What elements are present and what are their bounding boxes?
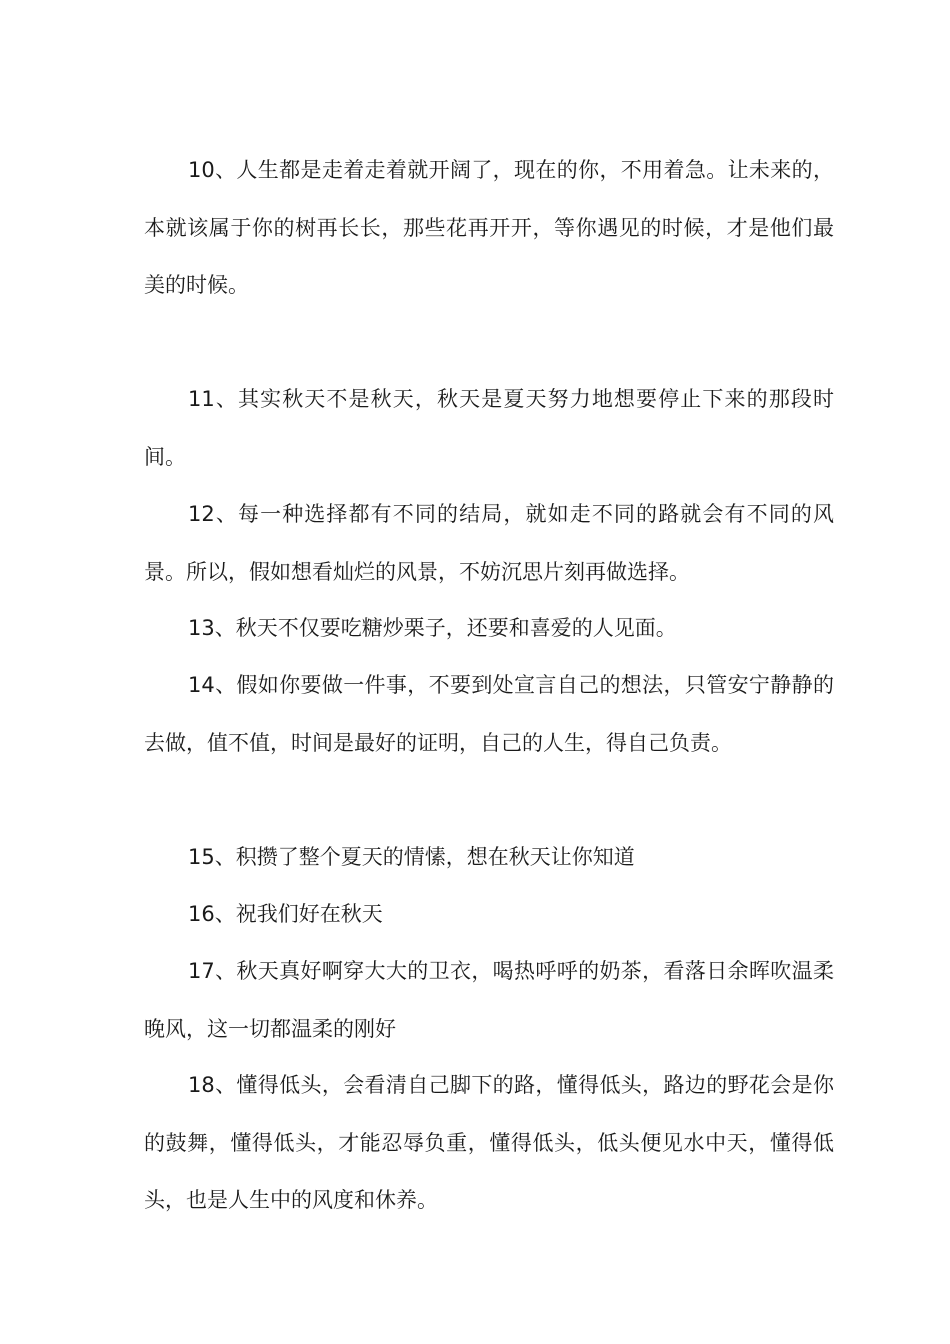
paragraph-12: 12、每一种选择都有不同的结局，就如走不同的路就会有不同的风景。所以，假如想看灿烂的风景，不妨沉思片刻再做选择。 bbox=[144, 502, 834, 584]
paragraph-15: 15、积攒了整个夏天的情愫，想在秋天让你知道 bbox=[188, 845, 635, 869]
paragraph-17: 17、秋天真好啊穿大大的卫衣，喝热呼呼的奶茶，看落日余晖吹温柔晚风，这一切都温柔的刚好 bbox=[144, 959, 834, 1041]
paragraph-13: 13、秋天不仅要吃糖炒栗子，还要和喜爱的人见面。 bbox=[188, 616, 677, 640]
paragraph-18: 18、懂得低头，会看清自己脚下的路，懂得低头，路边的野花会是你的鼓舞，懂得低头，才能忍辱负重，懂得低头，低头便见水中天，懂得低头，也是人生中的风度和休养。 bbox=[144, 1073, 834, 1212]
paragraph-10: 10、人生都是走着走着就开阔了，现在的你，不用着急。让未来的，本就该属于你的树再长长，那些花再开开，等你遇见的时候，才是他们最美的时候。 bbox=[144, 158, 834, 297]
paragraph-14: 14、假如你要做一件事，不要到处宣言自己的想法，只管安宁静静的去做，值不值，时间是最好的证明，自己的人生，得自己负责。 bbox=[144, 673, 834, 755]
paragraph-11: 11、其实秋天不是秋天，秋天是夏天努力地想要停止下来的那段时间。 bbox=[144, 387, 834, 469]
paragraph-16: 16、祝我们好在秋天 bbox=[188, 902, 383, 926]
